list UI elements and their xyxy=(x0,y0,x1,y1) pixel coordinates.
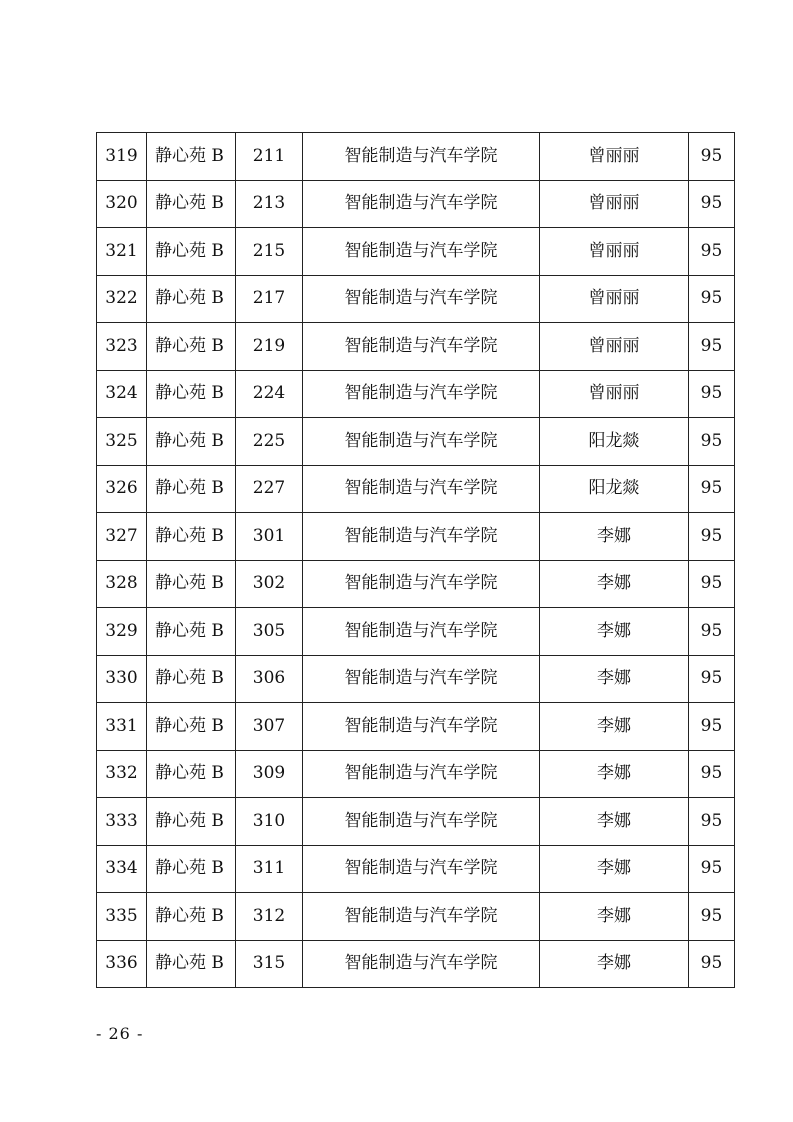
cell-college: 智能制造与汽车学院 xyxy=(303,845,540,893)
cell-room: 306 xyxy=(236,655,303,703)
cell-person: 李娜 xyxy=(540,655,689,703)
cell-score: 95 xyxy=(689,703,735,751)
cell-building: 静心苑 B xyxy=(147,940,236,988)
cell-room: 224 xyxy=(236,370,303,418)
cell-building: 静心苑 B xyxy=(147,513,236,561)
cell-score: 95 xyxy=(689,228,735,276)
table-row xyxy=(97,465,735,513)
cell-number: 328 xyxy=(97,560,147,608)
cell-score: 95 xyxy=(689,940,735,988)
cell-number: 323 xyxy=(97,323,147,371)
cell-building: 静心苑 B xyxy=(147,133,236,181)
cell-building: 静心苑 B xyxy=(147,608,236,656)
cell-number: 333 xyxy=(97,798,147,846)
cell-room: 217 xyxy=(236,275,303,323)
cell-room: 305 xyxy=(236,608,303,656)
cell-number: 319 xyxy=(97,133,147,181)
cell-college: 智能制造与汽车学院 xyxy=(303,560,540,608)
cell-person: 李娜 xyxy=(540,608,689,656)
table-row xyxy=(97,798,735,846)
table-row xyxy=(97,940,735,988)
cell-number: 325 xyxy=(97,418,147,466)
cell-building: 静心苑 B xyxy=(147,655,236,703)
cell-building: 静心苑 B xyxy=(147,275,236,323)
cell-person: 曾丽丽 xyxy=(540,323,689,371)
cell-room: 215 xyxy=(236,228,303,276)
table-row xyxy=(97,608,735,656)
cell-score: 95 xyxy=(689,750,735,798)
cell-building: 静心苑 B xyxy=(147,750,236,798)
cell-room: 312 xyxy=(236,893,303,941)
table-row xyxy=(97,655,735,703)
cell-room: 219 xyxy=(236,323,303,371)
cell-number: 335 xyxy=(97,893,147,941)
cell-building: 静心苑 B xyxy=(147,560,236,608)
cell-college: 智能制造与汽车学院 xyxy=(303,703,540,751)
cell-college: 智能制造与汽车学院 xyxy=(303,465,540,513)
cell-person: 李娜 xyxy=(540,513,689,561)
dormitory-score-table xyxy=(96,132,735,988)
cell-person: 李娜 xyxy=(540,560,689,608)
table-row xyxy=(97,228,735,276)
cell-number: 326 xyxy=(97,465,147,513)
cell-number: 331 xyxy=(97,703,147,751)
cell-person: 李娜 xyxy=(540,893,689,941)
cell-building: 静心苑 B xyxy=(147,180,236,228)
table-row xyxy=(97,560,735,608)
cell-room: 311 xyxy=(236,845,303,893)
cell-number: 330 xyxy=(97,655,147,703)
cell-score: 95 xyxy=(689,845,735,893)
cell-college: 智能制造与汽车学院 xyxy=(303,228,540,276)
cell-number: 329 xyxy=(97,608,147,656)
cell-building: 静心苑 B xyxy=(147,418,236,466)
cell-college: 智能制造与汽车学院 xyxy=(303,893,540,941)
cell-number: 321 xyxy=(97,228,147,276)
cell-college: 智能制造与汽车学院 xyxy=(303,323,540,371)
cell-score: 95 xyxy=(689,560,735,608)
cell-person: 李娜 xyxy=(540,845,689,893)
page-number: - 26 - xyxy=(96,1024,144,1043)
cell-number: 320 xyxy=(97,180,147,228)
cell-building: 静心苑 B xyxy=(147,703,236,751)
cell-score: 95 xyxy=(689,655,735,703)
cell-score: 95 xyxy=(689,893,735,941)
cell-building: 静心苑 B xyxy=(147,228,236,276)
cell-college: 智能制造与汽车学院 xyxy=(303,418,540,466)
cell-college: 智能制造与汽车学院 xyxy=(303,798,540,846)
table-row xyxy=(97,418,735,466)
cell-building: 静心苑 B xyxy=(147,370,236,418)
cell-room: 211 xyxy=(236,133,303,181)
cell-college: 智能制造与汽车学院 xyxy=(303,133,540,181)
cell-building: 静心苑 B xyxy=(147,323,236,371)
cell-building: 静心苑 B xyxy=(147,893,236,941)
cell-building: 静心苑 B xyxy=(147,798,236,846)
cell-college: 智能制造与汽车学院 xyxy=(303,608,540,656)
cell-person: 李娜 xyxy=(540,798,689,846)
table-row xyxy=(97,893,735,941)
cell-building: 静心苑 B xyxy=(147,465,236,513)
cell-building: 静心苑 B xyxy=(147,845,236,893)
cell-score: 95 xyxy=(689,275,735,323)
cell-person: 曾丽丽 xyxy=(540,275,689,323)
cell-room: 301 xyxy=(236,513,303,561)
cell-room: 225 xyxy=(236,418,303,466)
cell-person: 李娜 xyxy=(540,750,689,798)
table-row xyxy=(97,275,735,323)
cell-room: 227 xyxy=(236,465,303,513)
cell-room: 307 xyxy=(236,703,303,751)
table-row xyxy=(97,703,735,751)
table-row xyxy=(97,750,735,798)
cell-score: 95 xyxy=(689,418,735,466)
table-row xyxy=(97,133,735,181)
table-row xyxy=(97,323,735,371)
cell-number: 327 xyxy=(97,513,147,561)
cell-person: 阳龙燚 xyxy=(540,418,689,466)
cell-score: 95 xyxy=(689,180,735,228)
cell-score: 95 xyxy=(689,608,735,656)
cell-score: 95 xyxy=(689,798,735,846)
table-row xyxy=(97,513,735,561)
cell-score: 95 xyxy=(689,465,735,513)
cell-college: 智能制造与汽车学院 xyxy=(303,370,540,418)
cell-score: 95 xyxy=(689,513,735,561)
table-row xyxy=(97,180,735,228)
cell-person: 曾丽丽 xyxy=(540,370,689,418)
table-row xyxy=(97,845,735,893)
cell-college: 智能制造与汽车学院 xyxy=(303,513,540,561)
cell-person: 曾丽丽 xyxy=(540,133,689,181)
table-row xyxy=(97,370,735,418)
cell-person: 李娜 xyxy=(540,940,689,988)
cell-room: 302 xyxy=(236,560,303,608)
cell-college: 智能制造与汽车学院 xyxy=(303,275,540,323)
cell-room: 213 xyxy=(236,180,303,228)
cell-score: 95 xyxy=(689,323,735,371)
cell-college: 智能制造与汽车学院 xyxy=(303,750,540,798)
cell-college: 智能制造与汽车学院 xyxy=(303,655,540,703)
cell-number: 332 xyxy=(97,750,147,798)
cell-person: 曾丽丽 xyxy=(540,228,689,276)
cell-room: 309 xyxy=(236,750,303,798)
cell-score: 95 xyxy=(689,370,735,418)
cell-college: 智能制造与汽车学院 xyxy=(303,940,540,988)
cell-number: 324 xyxy=(97,370,147,418)
cell-number: 336 xyxy=(97,940,147,988)
cell-score: 95 xyxy=(689,133,735,181)
cell-number: 334 xyxy=(97,845,147,893)
cell-person: 曾丽丽 xyxy=(540,180,689,228)
cell-room: 315 xyxy=(236,940,303,988)
cell-person: 阳龙燚 xyxy=(540,465,689,513)
table-body xyxy=(97,133,735,988)
cell-person: 李娜 xyxy=(540,703,689,751)
cell-college: 智能制造与汽车学院 xyxy=(303,180,540,228)
cell-room: 310 xyxy=(236,798,303,846)
cell-number: 322 xyxy=(97,275,147,323)
